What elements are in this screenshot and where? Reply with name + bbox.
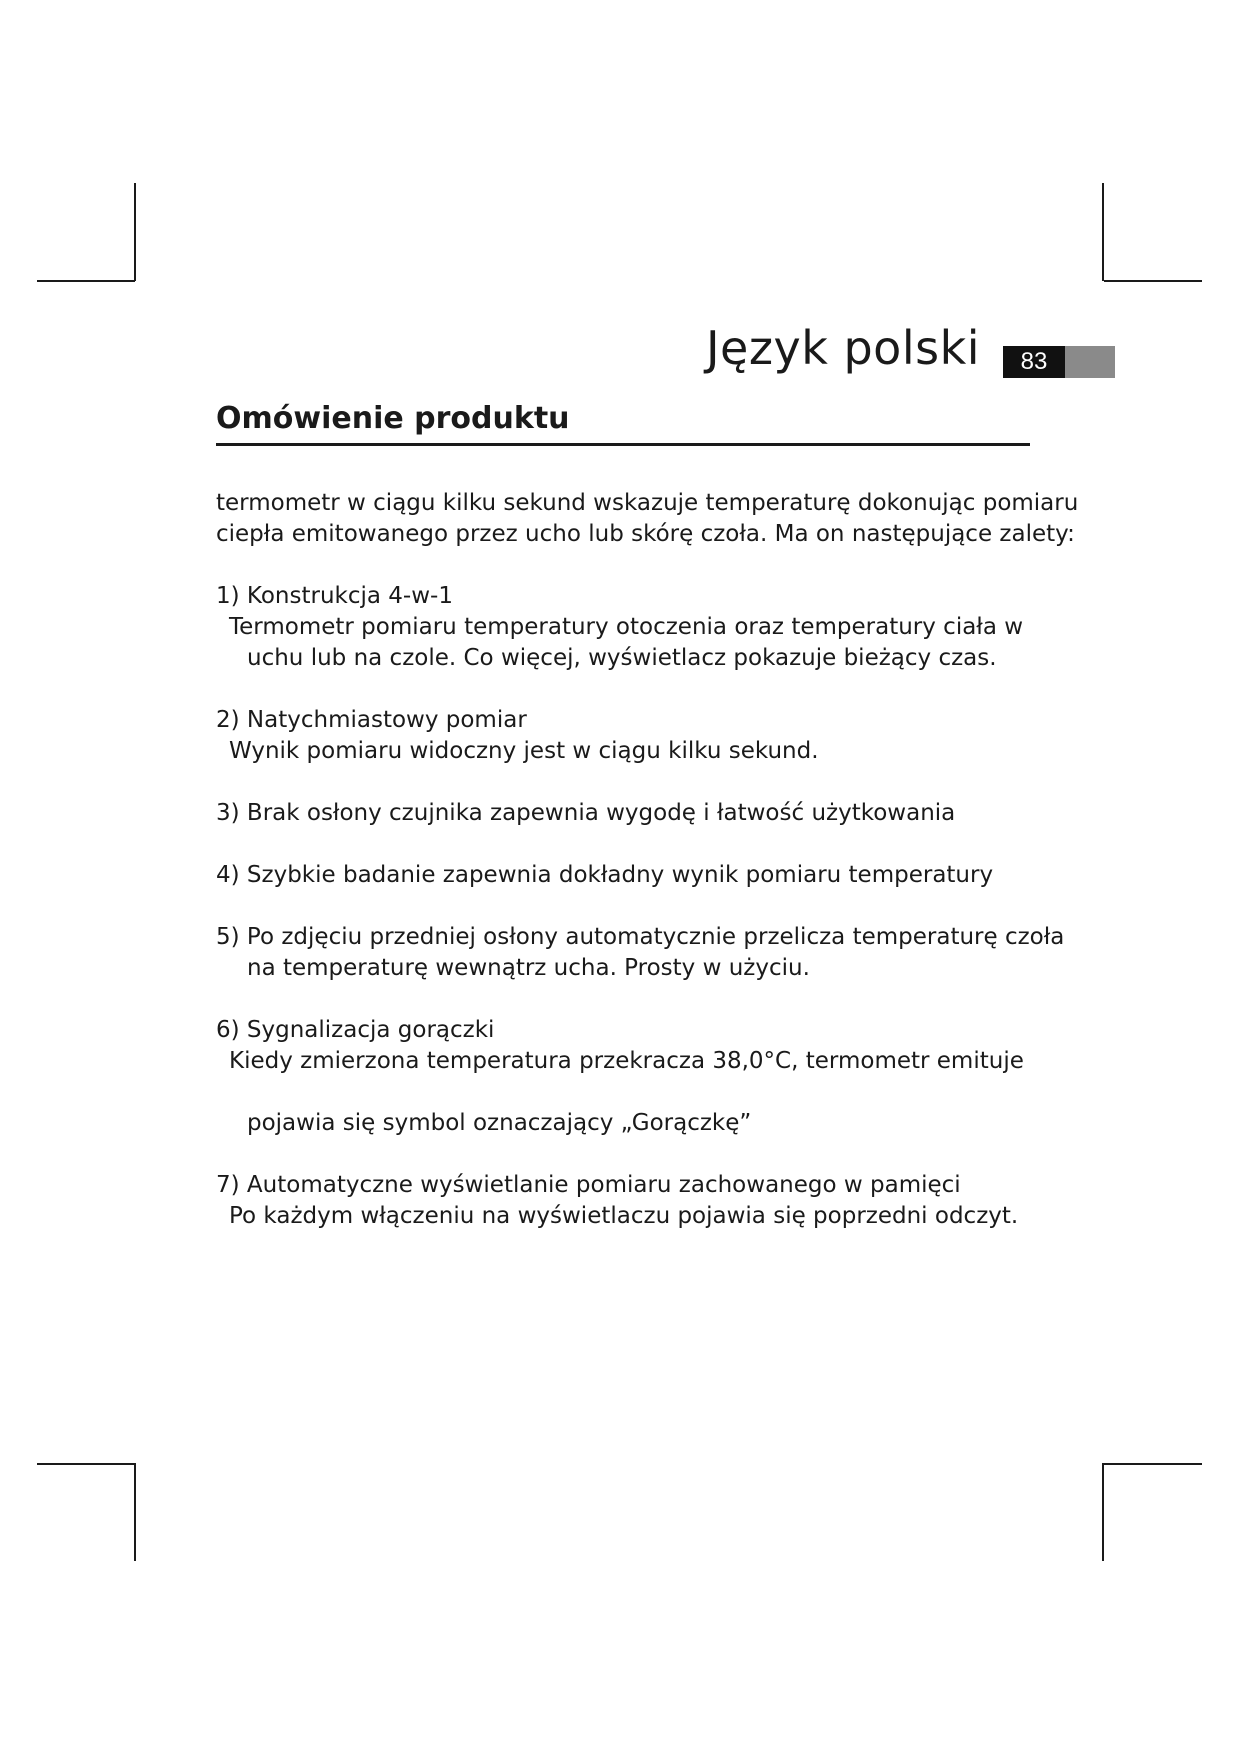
body-text (216, 488, 1079, 1232)
crop-mark-top-right-horizontal (1104, 280, 1202, 282)
list-item-title: 1) Konstrukcja 4-w-1 (216, 583, 453, 609)
list-item-text: Po każdym włączeniu na wyświetlaczu pojawia się poprzedni odczyt. (229, 1203, 1019, 1229)
list-item-text: Wynik pomiaru widoczny jest w ciągu kilku sekund. (229, 738, 819, 764)
crop-mark-top-left-vertical (134, 183, 136, 281)
list-item-text: uchu lub na czole. Co więcej, wyświetlacz pokazuje bieżący czas. (247, 645, 997, 671)
crop-mark-top-left-horizontal (37, 280, 135, 282)
section-divider (216, 443, 1030, 446)
list-item-title: 5) Po zdjęciu przedniej osłony automatycznie przelicza temperaturę czoła (216, 924, 1065, 950)
list-item-title: 2) Natychmiastowy pomiar (216, 707, 527, 733)
section-heading: Omówienie produktu (216, 401, 570, 436)
crop-mark-top-right-vertical (1102, 183, 1104, 281)
list-item-title: 6) Sygnalizacja gorączki (216, 1017, 495, 1043)
crop-mark-bottom-left-horizontal (37, 1463, 135, 1465)
intro-line: ciepła emitowanego przez ucho lub skórę czoła. Ma on następujące zalety: (216, 521, 1075, 547)
page-number: 83 (1003, 346, 1065, 378)
list-item-text: pojawia się symbol oznaczający „Gorączkę” (247, 1110, 752, 1136)
crop-mark-bottom-left-vertical (134, 1463, 136, 1561)
intro-line: termometr w ciągu kilku sekund wskazuje temperaturę dokonując pomiaru (216, 490, 1079, 516)
list-item-title: 7) Automatyczne wyświetlanie pomiaru zachowanego w pamięci (216, 1172, 961, 1198)
page-number-shade (1065, 346, 1115, 378)
list-item-title: 3) Brak osłony czujnika zapewnia wygodę i łatwość użytkowania (216, 800, 956, 826)
list-item-text: Termometr pomiaru temperatury otoczenia oraz temperatury ciała w (229, 614, 1024, 640)
language-title: Język polski (705, 321, 980, 375)
list-item-text: Kiedy zmierzona temperatura przekracza 38,0°C, termometr emituje (229, 1048, 1024, 1074)
list-item-text: na temperaturę wewnątrz ucha. Prosty w użyciu. (247, 955, 810, 981)
crop-mark-bottom-right-vertical (1102, 1463, 1104, 1561)
list-item-title: 4) Szybkie badanie zapewnia dokładny wynik pomiaru temperatury (216, 862, 994, 888)
crop-mark-bottom-right-horizontal (1104, 1463, 1202, 1465)
